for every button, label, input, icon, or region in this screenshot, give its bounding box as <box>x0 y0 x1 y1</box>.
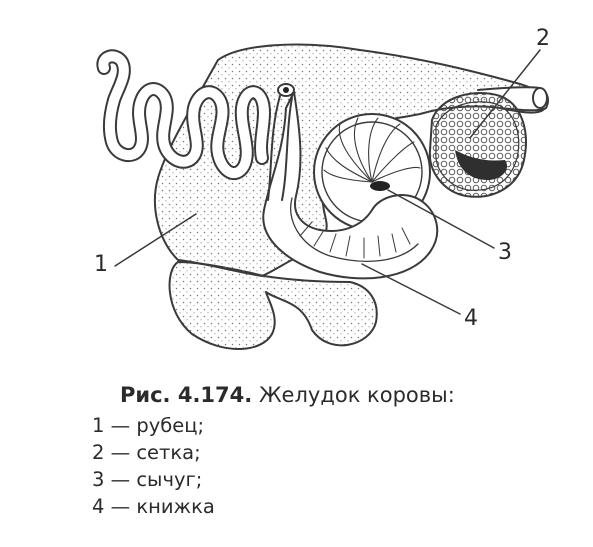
caption-item-2 <box>92 439 455 466</box>
caption-item-1 <box>92 412 455 439</box>
item-dash: — <box>110 468 131 491</box>
item-number: 2 <box>92 441 105 464</box>
item-dash: — <box>110 495 131 518</box>
callout-1: 1 <box>94 252 108 277</box>
item-text: сетка; <box>136 441 201 464</box>
item-dash: — <box>110 414 131 437</box>
callout-4: 4 <box>464 306 478 331</box>
figure-caption <box>92 382 455 520</box>
callout-3: 3 <box>498 240 512 265</box>
figure-title: Желудок коровы: <box>258 383 455 407</box>
reticulum <box>430 93 526 197</box>
caption-item-3 <box>92 466 455 493</box>
item-text: рубец; <box>136 414 205 437</box>
item-text: книжка <box>136 495 215 518</box>
item-number: 1 <box>92 414 105 437</box>
item-number: 3 <box>92 468 105 491</box>
figure-number: Рис. 4.174. <box>120 383 253 407</box>
callout-2: 2 <box>536 26 550 51</box>
caption-item-4 <box>92 493 455 520</box>
caption-title <box>120 382 455 409</box>
item-dash: — <box>110 441 131 464</box>
item-text: сычуг; <box>136 468 203 491</box>
item-number: 4 <box>92 495 105 518</box>
